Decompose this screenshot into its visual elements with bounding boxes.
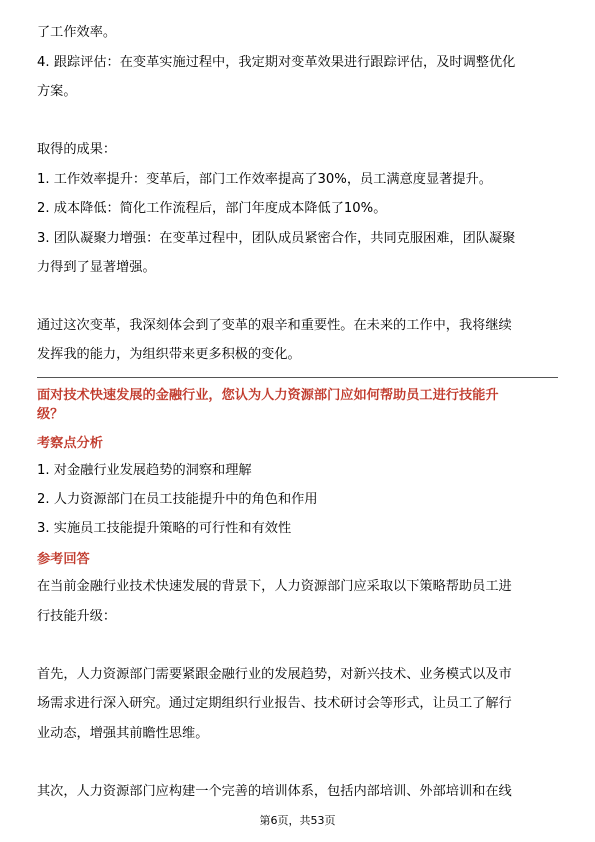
page-number: 第6页，共53页 xyxy=(259,814,336,827)
body-text-line: 4. 跟踪评估：在变革实施过程中，我定期对变革效果进行跟踪评估，及时调整优化 xyxy=(37,55,516,70)
body-text-line: 方案。 xyxy=(37,84,77,99)
answer-text-line: 场需求进行深入研究。通过定期组织行业报告、技术研讨会等形式，让员工了解行 xyxy=(37,696,512,711)
answer-text-line: 首先，人力资源部门需要紧跟金融行业的发展趋势，对新兴技术、业务模式以及市 xyxy=(37,667,512,682)
section-divider xyxy=(37,377,558,378)
question-title: 级？ xyxy=(37,407,64,422)
body-text-line: 发挥我的能力，为组织带来更多积极的变化。 xyxy=(37,347,301,362)
answer-text-line: 行技能升级： xyxy=(37,609,117,624)
result-item: 2. 成本降低：简化工作流程后，部门年度成本降低了10%。 xyxy=(37,201,387,216)
body-text-line: 了工作效率。 xyxy=(37,25,117,40)
analysis-item: 2. 人力资源部门在员工技能提升中的角色和作用 xyxy=(37,492,318,507)
answer-text-line: 其次，人力资源部门应构建一个完善的培训体系，包括内部培训、外部培训和在线 xyxy=(37,784,512,799)
answer-text-line: 业动态，增强其前瞻性思维。 xyxy=(37,726,209,741)
result-item: 3. 团队凝聚力增强：在变革过程中，团队成员紧密合作，共同克服困难，团队凝聚 xyxy=(37,231,516,246)
answer-text-line: 在当前金融行业技术快速发展的背景下，人力资源部门应采取以下策略帮助员工进 xyxy=(37,579,512,594)
analysis-item: 3. 实施员工技能提升策略的可行性和有效性 xyxy=(37,521,292,536)
result-item: 1. 工作效率提升：变革后，部门工作效率提高了30%，员工满意度显著提升。 xyxy=(37,172,492,187)
body-text-line: 通过这次变革，我深刻体会到了变革的艰辛和重要性。在未来的工作中，我将继续 xyxy=(37,318,512,333)
answer-heading: 参考回答 xyxy=(37,552,90,567)
analysis-heading: 考察点分析 xyxy=(37,436,103,451)
question-title: 面对技术快速发展的金融行业，您认为人力资源部门应如何帮助员工进行技能升 xyxy=(37,388,499,403)
analysis-item: 1. 对金融行业发展趋势的洞察和理解 xyxy=(37,463,252,478)
results-heading: 取得的成果： xyxy=(37,142,117,157)
result-item: 力得到了显著增强。 xyxy=(37,260,156,275)
